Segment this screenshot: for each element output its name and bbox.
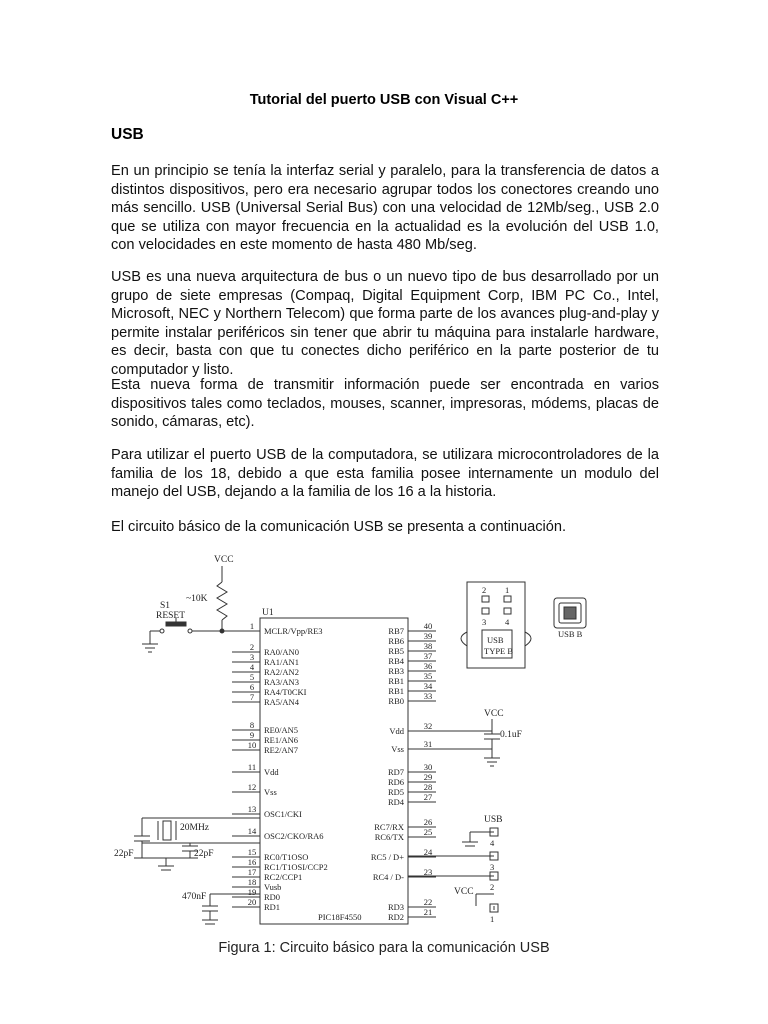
- ic-pin-number: 34: [423, 681, 433, 691]
- ic-pin-number: 24: [423, 847, 433, 857]
- ic-pin-name: RB0: [388, 696, 404, 706]
- ic-pin-number: 3: [249, 652, 255, 662]
- ic-pin-number: 6: [249, 682, 255, 692]
- ic-pin-number: 4: [249, 662, 255, 672]
- ic-pin-number: 1: [249, 621, 255, 631]
- usb-pin-label: 1: [490, 914, 495, 924]
- ic-pin-number: 21: [423, 907, 433, 917]
- ic-pin-number: 12: [247, 782, 257, 792]
- conn-type-label: USB: [487, 635, 504, 645]
- ic-pin-name: RB3: [388, 666, 404, 676]
- ic-pin-number: 30: [423, 762, 433, 772]
- usb-pin-label: 2: [490, 882, 495, 892]
- ic-pin-number: 40: [423, 621, 433, 631]
- usb-b-label: USB B: [558, 629, 583, 639]
- cap-xtal-left-label: 22pF: [114, 849, 134, 859]
- ic-pin-number: 2: [249, 642, 255, 652]
- vcc-usb-label: VCC: [454, 887, 474, 897]
- ic-pin-name: RD6: [387, 777, 404, 787]
- ic-pin-name: RB6: [388, 636, 404, 646]
- ic-pin-name: RA0/AN0: [264, 647, 299, 657]
- ic-pin-number: 33: [423, 691, 433, 701]
- ic-pin-name: RA1/AN1: [264, 657, 299, 667]
- ic-pin-number: 14: [247, 826, 257, 836]
- ic-pin-number: 38: [423, 641, 433, 651]
- ic-pin-name: RA4/T0CKI: [264, 687, 307, 697]
- ic-pin-name: RC4 / D-: [372, 872, 404, 882]
- usb-pin-label: 4: [490, 838, 495, 848]
- ic-pin-number: 26: [423, 817, 433, 827]
- ic-pin-name: OSC1/CKI: [264, 809, 302, 819]
- usb-pin-label: 3: [490, 862, 495, 872]
- ic-pin-name: RD7: [387, 767, 404, 777]
- ic-pin-name: RC6/TX: [374, 832, 404, 842]
- ic-pin-name: RC1/T1OSI/CCP2: [264, 862, 328, 872]
- paragraph-circuit-intro: El circuito básico de la comunicación USB se presenta a continuación.: [111, 519, 567, 535]
- ic-pin-name: Vdd: [389, 726, 404, 736]
- usb-circuit-schematic: [110, 546, 650, 930]
- ic-pin-name: RD4: [387, 797, 404, 807]
- ic-pin-name: OSC2/CKO/RA6: [264, 831, 324, 841]
- ic-pin-name: RA2/AN2: [264, 667, 299, 677]
- ic-pin-number: 31: [423, 739, 433, 749]
- ic-pin-number: 19: [247, 887, 257, 897]
- ic-pin-name: Vusb: [264, 882, 282, 892]
- ic-pin-name: RB1: [388, 676, 404, 686]
- ic-pin-name: RE0/AN5: [264, 725, 298, 735]
- document-title: Tutorial del puerto USB con Visual C++: [249, 92, 519, 108]
- switch-ref-label: S1: [160, 601, 171, 611]
- ic-pin-number: 11: [247, 762, 257, 772]
- paragraph-microcontroller: Para utilizar el puerto USB de la computadora, se utilizara microcontroladores de la familia de los 18, debido a que esta familia posee internamente un modulo del manejo del USB, dejando a la familia de los 16 a la historia.: [111, 447, 659, 501]
- ic-pin-number: 16: [247, 857, 257, 867]
- ic-pin-name: RD5: [387, 787, 404, 797]
- ic-pin-number: 35: [423, 671, 433, 681]
- ic-pin-number: 10: [247, 740, 257, 750]
- ic-pin-number: 28: [423, 782, 433, 792]
- ic-pin-number: 23: [423, 867, 433, 877]
- ic-pin-number: 20: [247, 897, 257, 907]
- ic-pin-number: 32: [423, 721, 433, 731]
- ic-pin-name: RB7: [388, 626, 404, 636]
- ic-pin-name: RD3: [387, 902, 404, 912]
- ic-pin-name: RD0: [264, 892, 281, 902]
- conn-pin-label: 3: [482, 617, 487, 627]
- ic-pin-number: 37: [423, 651, 433, 661]
- ic-pin-name: RC0/T1OSO: [264, 852, 309, 862]
- ic-pin-number: 15: [247, 847, 257, 857]
- ic-pin-name: MCLR/Vpp/RE3: [264, 626, 323, 636]
- conn-pin-label: 1: [505, 585, 510, 595]
- ic-pin-number: 5: [249, 672, 255, 682]
- ic-pin-name: Vdd: [264, 767, 279, 777]
- ic-pin-name: RA5/AN4: [264, 697, 299, 707]
- ic-pin-number: 27: [423, 792, 433, 802]
- ic-pin-number: 29: [423, 772, 433, 782]
- ic-pin-name: RD2: [387, 912, 404, 922]
- ic-pin-name: RE1/AN6: [264, 735, 298, 745]
- ic-pin-number: 13: [247, 804, 257, 814]
- vcc-top-label: VCC: [214, 555, 234, 565]
- cap-vdd-label: 0.1uF: [500, 730, 522, 740]
- ic-pin-name: RB1: [388, 686, 404, 696]
- ic-pin-name: Vss: [391, 744, 404, 754]
- ic-pin-name: RA3/AN3: [264, 677, 299, 687]
- ic-pin-number: 8: [249, 720, 255, 730]
- ic-pin-number: 18: [247, 877, 257, 887]
- paragraph-devices: Esta nueva forma de transmitir información puede ser encontrada en varios dispositivos tales como teclados, mouses, scanner, impresoras, módems, placas de sonido, cámaras, etc).: [111, 377, 659, 431]
- paragraph-architecture: USB es una nueva arquitectura de bus o un nuevo tipo de bus desarrollado por un grupo de siete empresas (Compaq, Digital Equipment Corp, IBM PC Co., Intel, Microsoft, NEC y Northern Telecom) que forma parte de los avances plug-and-play y permite instalar periféricos sin tener que abrir tu máquina para instalarle hardware, es decir, basta con que tu conectes dicho periférico en la parte posterior de tu computador y listo.: [111, 269, 659, 378]
- usb-label: USB: [484, 815, 503, 825]
- conn-pin-label: 4: [505, 617, 510, 627]
- switch-name-label: RESET: [156, 611, 186, 621]
- ic-pin-name: RB5: [388, 646, 404, 656]
- ic-pin-number: 39: [423, 631, 433, 641]
- paragraph-intro: En un principio se tenía la interfaz serial y paralelo, para la transferencia de datos a distintos dispositivos, pero era necesario agrupar todos los conectores creando uno más sencillo. USB (Universal Serial Bus) con una velocidad de 12Mb/seg., USB 2.0 que se utiliza con mayor frecuencia en la actualidad es la evolución del USB 1.0, con velocidades en este momento de hasta 480 Mb/seg.: [111, 163, 659, 254]
- ic-pin-name: Vss: [264, 787, 277, 797]
- ic-pin-number: 17: [247, 867, 257, 877]
- ic-pin-number: 22: [423, 897, 433, 907]
- ic-pin-name: RB4: [388, 656, 404, 666]
- conn-type-label: TYPE B: [484, 646, 514, 656]
- resistor-label: ~10K: [186, 594, 208, 604]
- section-heading: USB: [111, 126, 144, 143]
- ic-pin-name: RC7/RX: [374, 822, 404, 832]
- ic-pin-number: 9: [249, 730, 255, 740]
- cap-vusb-label: 470nF: [182, 892, 207, 902]
- ic-ref-label: U1: [262, 608, 274, 618]
- figure-caption: Figura 1: Circuito básico para la comunicación USB: [218, 940, 550, 956]
- ic-pin-number: 7: [249, 692, 255, 702]
- ic-pin-name: RD1: [264, 902, 281, 912]
- cap-xtal-right-label: 22pF: [194, 849, 214, 859]
- ic-pin-name: RE2/AN7: [264, 745, 298, 755]
- vcc-right-label: VCC: [484, 709, 504, 719]
- ic-part-label: PIC18F4550: [318, 912, 362, 922]
- ic-pin-number: 36: [423, 661, 433, 671]
- ic-pin-number: 25: [423, 827, 433, 837]
- ic-pin-name: RC2/CCP1: [264, 872, 303, 882]
- crystal-label: 20MHz: [180, 823, 210, 833]
- conn-pin-label: 2: [482, 585, 487, 595]
- ic-pin-name: RC5 / D+: [370, 852, 404, 862]
